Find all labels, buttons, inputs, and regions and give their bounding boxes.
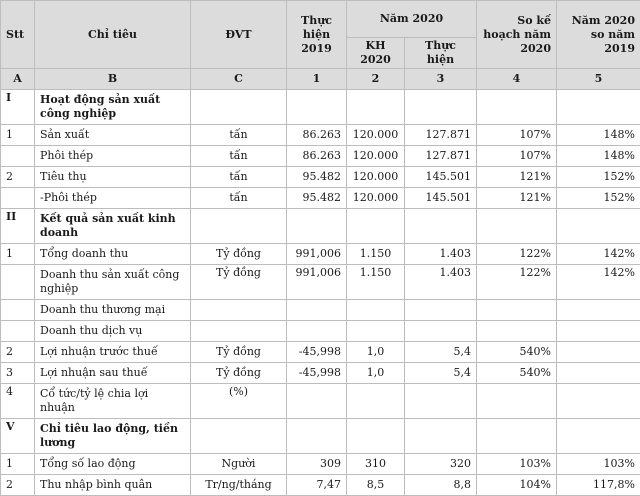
indicator-name-cell: Tổng doanh thu — [35, 244, 191, 265]
actual-2020-cell — [405, 321, 477, 342]
code-cell: 4 — [477, 69, 557, 90]
stt-cell — [1, 321, 35, 342]
actual-2019-cell — [287, 90, 347, 125]
vs-plan-cell: 121% — [477, 167, 557, 188]
indicator-name-cell: Doanh thu thương mại — [35, 300, 191, 321]
vs-plan-cell: 540% — [477, 363, 557, 384]
actual-2020-cell: 127.871 — [405, 125, 477, 146]
header-stt: Stt — [1, 1, 35, 69]
indicator-name-cell: Doanh thu dịch vụ — [35, 321, 191, 342]
stt-cell: 1 — [1, 244, 35, 265]
stt-cell — [1, 300, 35, 321]
plan-2020-cell: 1,0 — [347, 342, 405, 363]
vs-plan-cell: 122% — [477, 244, 557, 265]
unit-cell: Người — [191, 454, 287, 475]
code-cell: B — [35, 69, 191, 90]
vs-plan-cell: 104% — [477, 475, 557, 496]
actual-2019-cell — [287, 209, 347, 244]
table-row — [1, 454, 640, 475]
actual-2019-cell: 86.263 — [287, 146, 347, 167]
stt-cell: 4 — [1, 384, 35, 419]
unit-cell — [191, 300, 287, 321]
actual-2019-cell: 95.482 — [287, 167, 347, 188]
table-row — [1, 321, 640, 342]
plan-2020-cell: 120.000 — [347, 167, 405, 188]
indicator-name-cell: Thu nhập bình quân — [35, 475, 191, 496]
actual-2019-cell: 86.263 — [287, 125, 347, 146]
plan-2020-cell — [347, 321, 405, 342]
vs-2019-cell: 117,8% — [557, 475, 640, 496]
vs-plan-cell — [477, 90, 557, 125]
indicator-name-cell: Hoạt động sản xuất công nghiệp — [35, 90, 191, 125]
vs-2019-cell — [557, 90, 640, 125]
stt-cell: 2 — [1, 475, 35, 496]
vs-plan-cell: 121% — [477, 188, 557, 209]
vs-2019-cell — [557, 419, 640, 454]
unit-cell: tấn — [191, 146, 287, 167]
plan-2020-cell — [347, 209, 405, 244]
stt-cell — [1, 265, 35, 300]
vs-2019-cell — [557, 363, 640, 384]
actual-2020-cell: 145.501 — [405, 167, 477, 188]
vs-2019-cell: 103% — [557, 454, 640, 475]
plan-2020-cell — [347, 419, 405, 454]
vs-plan-cell: 122% — [477, 265, 557, 300]
actual-2020-cell: 5,4 — [405, 363, 477, 384]
vs-plan-cell: 107% — [477, 125, 557, 146]
vs-2019-cell: 152% — [557, 167, 640, 188]
table-row — [1, 188, 640, 209]
vs-2019-cell — [557, 209, 640, 244]
vs-2019-cell — [557, 300, 640, 321]
table-row — [1, 244, 640, 265]
actual-2020-cell: 1.403 — [405, 244, 477, 265]
table-row — [1, 167, 640, 188]
table-body — [1, 69, 640, 496]
vs-plan-cell: 540% — [477, 342, 557, 363]
plan-2020-cell — [347, 90, 405, 125]
actual-2020-cell: 5,4 — [405, 342, 477, 363]
table-row — [1, 363, 640, 384]
vs-plan-cell — [477, 209, 557, 244]
header-so-ke-hoach: So kế hoạch năm 2020 — [477, 1, 557, 69]
unit-cell — [191, 90, 287, 125]
actual-2020-cell: 127.871 — [405, 146, 477, 167]
section-row — [1, 90, 640, 125]
code-cell: 2 — [347, 69, 405, 90]
indicator-name-cell: Chỉ tiêu lao động, tiền lương — [35, 419, 191, 454]
actual-2019-cell: 95.482 — [287, 188, 347, 209]
actual-2019-cell: -45,998 — [287, 363, 347, 384]
unit-cell: (%) — [191, 384, 287, 419]
indicator-name-cell: Kết quả sản xuất kinh doanh — [35, 209, 191, 244]
plan-2020-cell: 8,5 — [347, 475, 405, 496]
table-row — [1, 342, 640, 363]
stt-cell — [1, 188, 35, 209]
unit-cell: Tỷ đồng — [191, 342, 287, 363]
unit-cell — [191, 419, 287, 454]
section-row — [1, 209, 640, 244]
header-kh-2020: KH 2020 — [347, 38, 405, 69]
stt-cell: 2 — [1, 342, 35, 363]
plan-2020-cell: 310 — [347, 454, 405, 475]
actual-2020-cell: 320 — [405, 454, 477, 475]
vs-plan-cell: 107% — [477, 146, 557, 167]
actual-2020-cell — [405, 419, 477, 454]
unit-cell: Tr/ng/tháng — [191, 475, 287, 496]
vs-plan-cell — [477, 300, 557, 321]
stt-cell: V — [1, 419, 35, 454]
vs-plan-cell: 103% — [477, 454, 557, 475]
header-chi-tieu: Chỉ tiêu — [35, 1, 191, 69]
vs-2019-cell: 142% — [557, 265, 640, 300]
indicator-name-cell: Phôi thép — [35, 146, 191, 167]
actual-2020-cell: 8,8 — [405, 475, 477, 496]
indicator-name-cell: Cổ tức/tỷ lệ chia lợi nhuận — [35, 384, 191, 419]
vs-2019-cell — [557, 321, 640, 342]
actual-2019-cell — [287, 300, 347, 321]
section-row — [1, 419, 640, 454]
unit-cell — [191, 209, 287, 244]
indicator-name-cell: Lợi nhuận trước thuế — [35, 342, 191, 363]
code-cell: A — [1, 69, 35, 90]
vs-plan-cell — [477, 321, 557, 342]
vs-plan-cell — [477, 419, 557, 454]
actual-2020-cell — [405, 300, 477, 321]
plan-2020-cell — [347, 300, 405, 321]
actual-2020-cell: 145.501 — [405, 188, 477, 209]
stt-cell: 1 — [1, 454, 35, 475]
vs-2019-cell — [557, 342, 640, 363]
code-cell: C — [191, 69, 287, 90]
actual-2019-cell: 991,006 — [287, 244, 347, 265]
unit-cell: Tỷ đồng — [191, 363, 287, 384]
code-cell: 1 — [287, 69, 347, 90]
table-row — [1, 146, 640, 167]
actual-2019-cell: 7,47 — [287, 475, 347, 496]
actual-2020-cell: 1.403 — [405, 265, 477, 300]
unit-cell: tấn — [191, 125, 287, 146]
unit-cell — [191, 321, 287, 342]
code-cell: 5 — [557, 69, 640, 90]
table-row — [1, 384, 640, 419]
vs-2019-cell: 152% — [557, 188, 640, 209]
plan-2020-cell: 120.000 — [347, 146, 405, 167]
plan-2020-cell: 1.150 — [347, 244, 405, 265]
header-nam2020-so-2019: Năm 2020 so năm 2019 — [557, 1, 640, 69]
column-code-row — [1, 69, 640, 90]
actual-2019-cell: 309 — [287, 454, 347, 475]
actual-2020-cell — [405, 209, 477, 244]
actual-2020-cell — [405, 384, 477, 419]
stt-cell — [1, 146, 35, 167]
header-dvt: ĐVT — [191, 1, 287, 69]
stt-cell: 1 — [1, 125, 35, 146]
actual-2019-cell — [287, 419, 347, 454]
vs-2019-cell: 148% — [557, 146, 640, 167]
indicator-name-cell: Tổng số lao động — [35, 454, 191, 475]
vs-2019-cell — [557, 384, 640, 419]
unit-cell: Tỷ đồng — [191, 265, 287, 300]
stt-cell: 2 — [1, 167, 35, 188]
table-row — [1, 125, 640, 146]
stt-cell: 3 — [1, 363, 35, 384]
table-row — [1, 265, 640, 300]
actual-2019-cell — [287, 321, 347, 342]
plan-2020-cell: 120.000 — [347, 125, 405, 146]
indicator-name-cell: Sản xuất — [35, 125, 191, 146]
indicator-name-cell: Tiêu thụ — [35, 167, 191, 188]
indicator-name-cell: Doanh thu sản xuất công nghiệp — [35, 265, 191, 300]
header-thuc-hien-2019: Thực hiện 2019 — [287, 1, 347, 69]
actual-2019-cell: -45,998 — [287, 342, 347, 363]
unit-cell: tấn — [191, 188, 287, 209]
actual-2020-cell — [405, 90, 477, 125]
indicator-name-cell: -Phôi thép — [35, 188, 191, 209]
actual-2019-cell — [287, 384, 347, 419]
stt-cell: II — [1, 209, 35, 244]
indicator-name-cell: Lợi nhuận sau thuế — [35, 363, 191, 384]
plan-2020-cell: 1.150 — [347, 265, 405, 300]
header-thuc-hien: Thực hiện — [405, 38, 477, 69]
vs-plan-cell — [477, 384, 557, 419]
unit-cell: Tỷ đồng — [191, 244, 287, 265]
table-row — [1, 300, 640, 321]
vs-2019-cell: 148% — [557, 125, 640, 146]
vs-2019-cell: 142% — [557, 244, 640, 265]
header-nam-2020: Năm 2020 — [347, 1, 477, 38]
plan-2020-cell: 120.000 — [347, 188, 405, 209]
code-cell: 3 — [405, 69, 477, 90]
unit-cell: tấn — [191, 167, 287, 188]
table-row — [1, 475, 640, 496]
stt-cell: I — [1, 90, 35, 125]
actual-2019-cell: 991,006 — [287, 265, 347, 300]
plan-2020-cell — [347, 384, 405, 419]
plan-2020-cell: 1,0 — [347, 363, 405, 384]
